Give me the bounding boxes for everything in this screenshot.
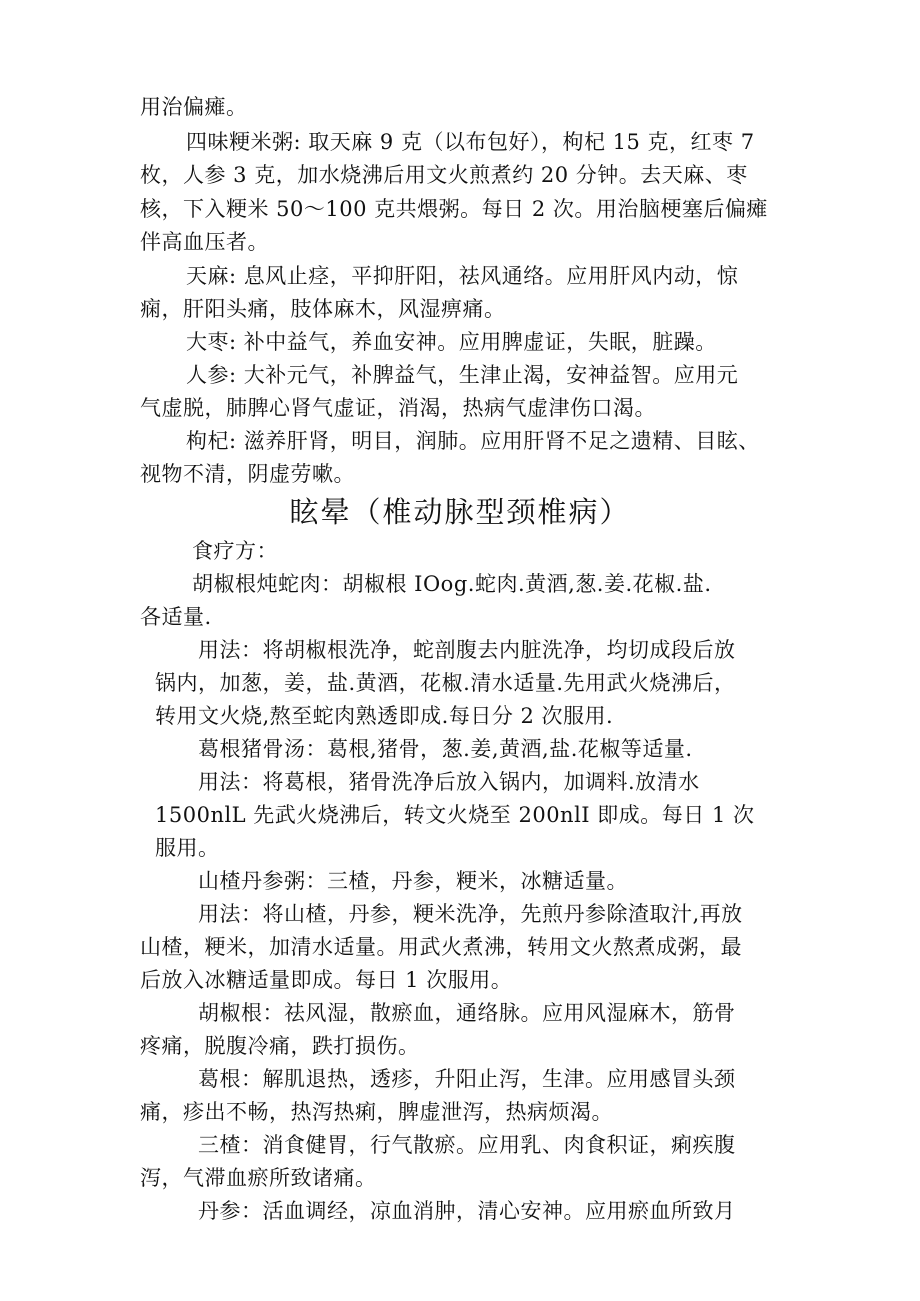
paragraph-line: 1500nlL 先武火烧沸后，转文火烧至 200nlI 即成。每日 1 次 (155, 803, 755, 827)
paragraph-line: 胡椒根：祛风湿，散瘀血，通络脉。应用风湿麻木，筋骨 (198, 1001, 736, 1025)
paragraph-line: 视物不清，阴虚劳嗽。 (140, 462, 355, 486)
paragraph-line: 葛根猪骨汤：葛根,猪骨，葱.姜,黄酒,盐.花椒等适量. (198, 737, 693, 761)
paragraph-line: 用治偏瘫。 (140, 95, 248, 119)
paragraph-line: 大枣: 补中益气，养血安神。应用脾虚证，失眠，脏躁。 (186, 330, 717, 354)
paragraph-line: 用法：将葛根，猪骨洗净后放入锅内，加调料.放清水 (198, 770, 700, 794)
paragraph-line: 用法：将山楂，丹参，粳米洗净，先煎丹参除渣取汁,再放 (198, 902, 743, 926)
paragraph-line: 人参: 大补元气，补脾益气，生津止渴，安神益智。应用元 (186, 363, 739, 387)
paragraph-line: 锅内，加葱，姜，盐.黄酒，花椒.清水适量.先用武火烧沸后， (155, 671, 736, 695)
paragraph-line: 气虚脱，肺脾心肾气虚证，消渴，热病气虚津伤口渴。 (140, 396, 656, 420)
paragraph-line: 胡椒根炖蛇肉：胡椒根 IOog.蛇肉.黄酒,葱.姜.花椒.盐. (192, 572, 712, 596)
paragraph-line: 天麻: 息风止痉，平抑肝阳，祛风通络。应用肝风内动，惊 (186, 264, 739, 288)
paragraph-line: 痫，肝阳头痛，肢体麻木，风湿痹痛。 (140, 297, 506, 321)
section-heading: 眩晕（椎动脉型颈椎病） (289, 495, 631, 529)
paragraph-line: 服用。 (155, 836, 220, 860)
paragraph-line: 丹参：活血调经，凉血消肿，清心安神。应用瘀血所致月 (198, 1199, 736, 1223)
paragraph-line: 山楂丹参粥：三楂，丹参，粳米，冰糖适量。 (198, 869, 628, 893)
paragraph-line: 葛根：解肌退热，透疹，升阳止泻，生津。应用感冒头颈 (198, 1067, 736, 1091)
paragraph-line: 四味粳米粥: 取天麻 9 克（以布包好），枸杞 15 克，红枣 7 (186, 130, 755, 154)
paragraph-line: 伴高血压者。 (140, 230, 269, 254)
paragraph-line: 用法：将胡椒根洗净，蛇剖腹去内脏洗净，均切成段后放 (198, 638, 736, 662)
paragraph-line: 枚，人参 3 克，加水烧沸后用文火煎煮约 20 分钟。去天麻、枣 (140, 163, 748, 187)
paragraph-line: 食疗方： (192, 539, 278, 563)
paragraph-line: 转用文火烧,熬至蛇肉熟透即成.每日分 2 次服用. (155, 704, 614, 728)
paragraph-line: 三楂：消食健胃，行气散瘀。应用乳、肉食积证，痢疾腹 (198, 1133, 736, 1157)
paragraph-line: 核，下入粳米 50～100 克共煨粥。每日 2 次。用治脑梗塞后偏瘫 (140, 197, 768, 221)
paragraph-line: 枸杞: 滋养肝肾，明目，润肺。应用肝肾不足之遗精、目眩、 (186, 429, 760, 453)
paragraph-line: 后放入冰糖适量即成。每日 1 次服用。 (140, 968, 513, 992)
paragraph-line: 各适量. (140, 605, 212, 629)
paragraph-line: 痛，疹出不畅，热泻热痢，脾虚泄泻，热病烦渴。 (140, 1100, 613, 1124)
paragraph-line: 泻，气滞血瘀所致诸痛。 (140, 1166, 377, 1190)
paragraph-line: 疼痛，脱腹冷痛，跌打损伤。 (140, 1034, 420, 1058)
paragraph-line: 山楂，粳米，加清水适量。用武火煮沸，转用文火熬煮成粥，最 (140, 935, 742, 959)
